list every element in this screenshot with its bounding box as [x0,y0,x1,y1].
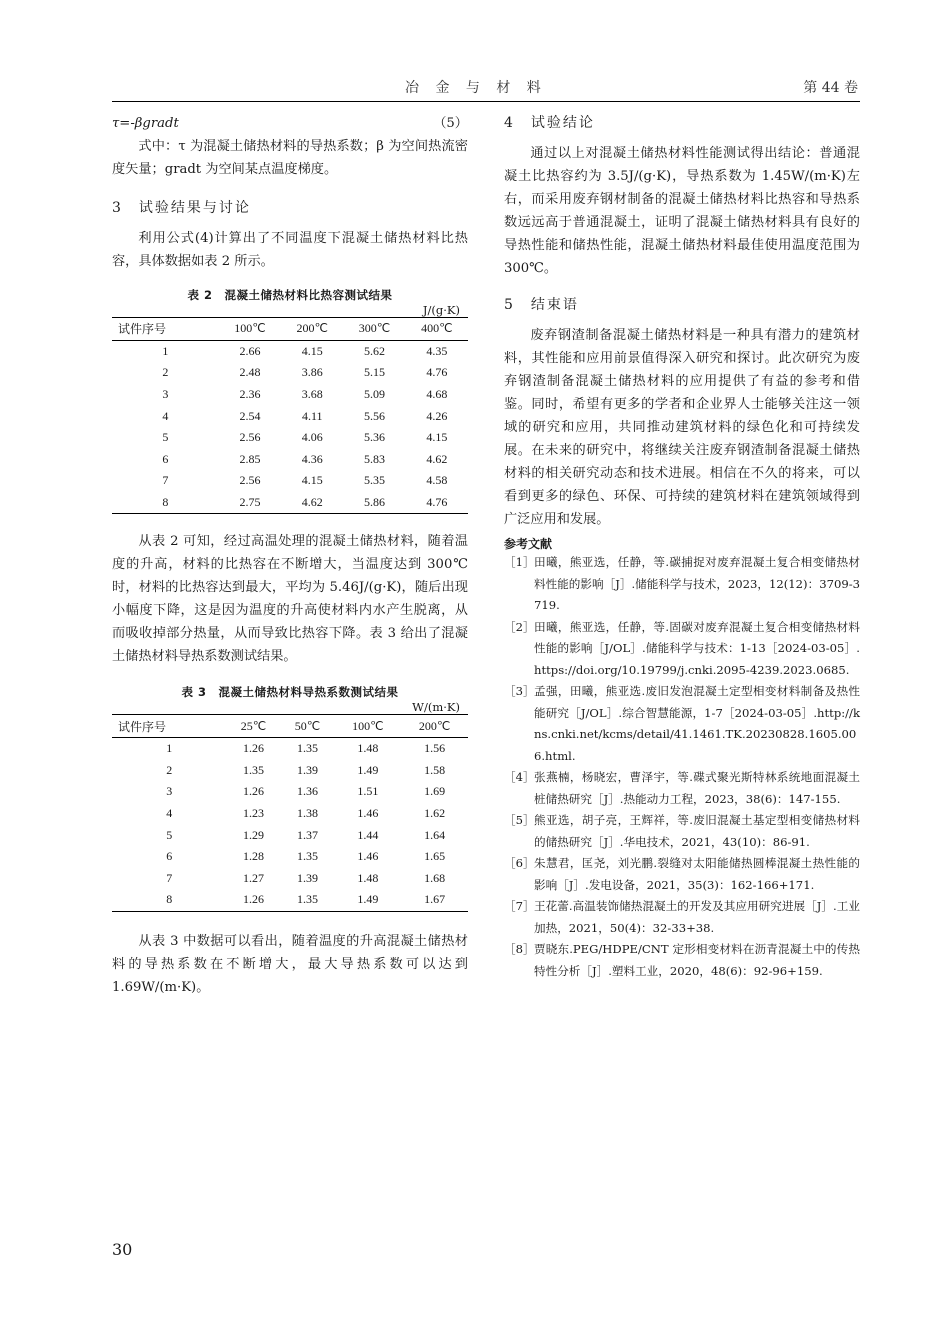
reference-text: 王花蕾.高温装饰储热混凝土的开发及其应用研究进展［J］.工业加热，2021，50(4)：32-33+38. [534,899,860,935]
table-2-cell: 2 [162,365,169,380]
right-column [504,112,860,982]
volume-label: 第 44 卷 [803,80,858,96]
reference-item [504,617,860,682]
table-3 [112,714,468,911]
table-2-cell: 4.62 [426,451,448,466]
table-3-header-cell: 25℃ [240,718,267,733]
table-3-cell: 2 [166,762,173,777]
table-3-cell: 1.35 [242,762,264,777]
reference-item [504,853,860,896]
reference-item [504,681,860,767]
section-5-paragraph: 废弃钢渣制备混凝土储热材料是一种具有潜力的建筑材料，其性能和应用前景值得深入研究和探讨。此次研究为废弃钢渣制备混凝土储热材料的应用提供了有益的参考和借鉴。同时，希望有更多的学者和企业界人士能够关注这一领域的研究和应用，共同推动建筑材料的绿色化和可持续发展。在未来的研究中，将继续关注废弃钢渣制备混凝土储热材料的相关研究动态和技术进展。相信在不久的将来，可以看到更多的绿色、环保、可持续的建筑材料在建筑领域得到广泛应用和发展。 [504,328,860,527]
table-3-cell: 1.48 [357,741,379,756]
table-3-cell: 1.39 [297,762,318,777]
table-row [112,760,468,782]
table-3-header-cell: 50℃ [294,718,321,733]
table-3-cell: 1.26 [242,784,264,799]
table-row [112,427,468,449]
table-2-cell: 2.54 [239,408,261,423]
table-2-cell: 4.76 [426,365,448,380]
table-2-cell: 5.36 [364,430,386,445]
section-5-title: 5 结束语 [504,297,579,313]
table-2-header-cell: 100℃ [234,321,266,336]
reference-item [504,552,860,617]
table-3-cell: 1.26 [242,892,264,907]
page-number: 30 [112,1240,133,1259]
references-list [504,552,860,982]
formula-5 [112,112,468,135]
table-2-body [112,340,468,514]
table-3-cell: 1.35 [297,892,318,907]
table-3-cell: 3 [166,784,173,799]
table-row [112,362,468,384]
table-3-cell: 1 [166,741,173,756]
table-2-cell: 5.62 [364,343,386,358]
table-3-cell: 1.58 [424,762,446,777]
table-3-cell: 1.48 [357,870,379,885]
table-2-cell: 4.11 [301,408,323,423]
paragraph-after-table-3: 从表 3 中数据可以看出，随着温度的升高混凝土储热材料的导热系数在不断增大，最大导热系数可以达到 1.69W/(m·K)。 [112,933,468,995]
table-3-cell: 1.56 [424,741,446,756]
table-2-title: 表 2 混凝土储热材料比热容测试结果 [187,288,393,302]
table-3-cell: 1.28 [242,849,264,864]
table-3-cell: 1.64 [424,827,446,842]
table-3-cell: 1.44 [357,827,379,842]
table-3-cell: 8 [166,892,173,907]
table-3-cell: 1.26 [242,741,264,756]
paragraph-after-table-2: 从表 2 可知，经过高温处理的混凝土储热材料，随着温度的升高，材料的比热容在不断增大，当温度达到 300℃时，材料的比热容达到最大，平均为 5.46J/(g·K)，随后出现小幅度下降，这是因为温度的升高使材料内水产生脱离，从而吸收掉部分热量，从而导致比热容下降。表 3 给出了混凝土储热材料导热系数测试结果。 [112,534,468,665]
table-2-cell: 5.15 [364,365,386,380]
table-2-cell: 3.86 [301,365,323,380]
table-3-unit: W/(m·K) [412,700,460,715]
reference-number: ［4］ [504,770,535,784]
table-2-cell: 5.09 [364,387,386,402]
table-3-header-cell: 100℃ [352,718,384,733]
table-3-body [112,737,468,911]
table-3-cell: 1.62 [424,806,446,821]
table-3-header [112,715,468,738]
table-2-cell: 5.56 [364,408,386,423]
table-2-cell: 8 [162,495,169,510]
table-2-cell: 5 [162,430,169,445]
table-3-title: 表 3 混凝土储热材料导热系数测试结果 [181,685,399,700]
table-2-cell: 5.86 [364,495,386,510]
table-2-header-cell: 200℃ [296,321,328,336]
table-2-cell: 4.15 [301,343,323,358]
table-2-cell: 2.48 [239,365,261,380]
table-3-cell: 1.49 [357,762,379,777]
table-row [112,803,468,825]
reference-number: ［2］ [504,619,535,634]
formula-number: （5） [433,116,468,131]
reference-item [504,767,860,810]
table-3-cell: 1.49 [357,892,379,907]
table-2-cell: 1 [162,343,169,358]
reference-text: 田曦，熊亚选，任静，等.固碳对废弃混凝土复合相变储热材料性能的影响［J/OL］.储能科学与技术：1-13［2024-03-05］.https://doi.org/10.19799/j.cnki.2095-4239.2023.0685. [534,619,860,677]
table-3-cell: 7 [166,870,173,885]
reference-text: 田曦，熊亚选，任静，等.碳捕捉对废弃混凝土复合相变储热材料性能的影响［J］.储能科学与技术，2023，12(12)：3709-3719. [534,555,860,612]
table-2-unit: J/(g·K) [422,303,460,317]
reference-number: ［5］ [504,813,535,827]
section-4-paragraph: 通过以上对混凝土储热材料性能测试得出结论：普通混凝土比热容约为 3.5J/(g·K)，导热系数为 1.45W/(m·K)左右，而采用废弃钢材制备的混凝土储热材料比热容和导热系数远远高于普通混凝土，证明了混凝土储热材料具有良好的导热性能和储热性能，混凝土储热材料最佳使用温度范围为 300℃。 [504,146,860,276]
table-3-cell: 1.29 [242,827,264,842]
table-3-cell: 5 [166,827,173,842]
reference-text: 熊亚选，胡子亮，王辉祥，等.废旧混凝土基定型相变储热材料的储热研究［J］.华电技术，2021，43(10)：86-91. [534,813,860,849]
table-2-cell: 4 [162,408,169,423]
formula-description: 式中：τ 为混凝土储热材料的导热系数；β 为空间热流密度矢量；gradt 为空间某点温度梯度。 [112,139,468,177]
reference-text: 孟强，田曦，熊亚选.废旧发泡混凝土定型相变材料制备及热性能研究［J/OL］.综合智慧能源，1-7［2024-03-05］.http://kns.cnki.net/kcms/detail/41.1461.TK.20230828.1605.006.html. [534,684,860,763]
table-2-cell: 4.76 [426,495,448,510]
table-3-cell: 1.36 [297,784,318,799]
table-2-cell: 2.75 [239,495,261,510]
table-3-cell: 1.46 [357,806,379,821]
table-3-cell: 1.46 [357,849,379,864]
table-3-header-cell: 200℃ [418,718,451,733]
table-3-cell: 1.35 [297,849,318,864]
reference-text: 贾晓东.PEG/HDPE/CNT 定形相变材料在沥青混凝土中的传热特性分析［J］.塑料工业，2020，48(6)：92-96+159. [534,942,860,978]
table-2-cell: 4.35 [426,343,448,358]
left-column [112,112,468,999]
table-2-cell: 2.56 [239,430,261,445]
table-3-cell: 1.23 [242,806,264,821]
table-2-cell: 2.85 [239,451,261,466]
table-row [112,492,468,514]
table-3-cell: 1.27 [242,870,264,885]
table-2-cell: 7 [162,473,169,488]
table-2-cell: 4.26 [426,408,448,423]
reference-number: ［7］ [504,899,535,913]
table-2-header [112,318,468,341]
table-2-cell: 6 [162,451,169,466]
table-3-cell: 1.38 [297,806,318,821]
table-2-cell: 4.36 [301,451,323,466]
table-2-cell: 5.83 [364,451,386,466]
table-2-cell: 2.56 [239,473,261,488]
formula-text: τ=-βgradt [112,116,179,131]
table-2-cell: 4.68 [426,387,448,402]
section-4-title: 4 试验结论 [504,115,595,131]
table-2-cell: 4.62 [301,495,323,510]
journal-title: 冶 金 与 材 料 [405,80,547,96]
table-3-cell: 1.35 [297,741,318,756]
table-row [112,470,468,492]
table-3-cell: 1.37 [297,827,318,842]
table-row [112,824,468,846]
table-2-cell: 3 [162,387,169,402]
table-2-cell: 2.36 [239,387,261,402]
table-row [112,384,468,406]
table-3-header-cell: 试件序号 [118,719,167,734]
table-2-cell: 4.58 [426,473,448,488]
table-3-cell: 1.67 [424,892,446,907]
table-2-cell: 4.15 [301,473,323,488]
section-3-paragraph: 利用公式(4)计算出了不同温度下混凝土储热材料比热容，具体数据如表 2 所示。 [112,231,468,269]
reference-text: 朱慧君，匡尧，刘光鹏.裂缝对太阳能储热圆棒混凝土热性能的影响［J］.发电设备，2021，35(3)：162-166+171. [534,856,860,892]
references-title: 参考文献 [504,537,553,551]
reference-item [504,810,860,853]
table-2-header-cell: 400℃ [421,321,453,336]
table-3-cell: 1.65 [424,849,446,864]
reference-number: ［3］ [504,684,535,698]
reference-text: 张燕楠，杨晓宏，曹泽宇，等.碟式聚光斯特林系统地面混凝土桩储热研究［J］.热能动力工程，2023，38(6)：147-155. [534,770,860,806]
table-2-cell: 4.06 [301,430,323,445]
reference-item [504,939,860,982]
reference-number: ［8］ [504,942,535,956]
table-row [112,781,468,803]
table-3-cell: 1.39 [297,870,318,885]
table-3-cell: 1.68 [424,870,446,885]
table-2-cell: 2.66 [239,343,261,358]
reference-number: ［6］ [504,856,535,870]
table-row [112,449,468,471]
table-2-header-cell: 300℃ [358,321,391,336]
table-3-cell: 1.51 [357,784,379,799]
table-row [112,868,468,890]
table-2-cell: 5.35 [364,473,386,488]
table-2-header-cell: 试件序号 [118,322,167,337]
table-row [112,405,468,427]
table-2-cell: 4.15 [426,430,448,445]
table-row [112,737,468,759]
reference-number: ［1］ [504,555,535,569]
table-3-cell: 4 [166,806,173,821]
table-row [112,846,468,868]
table-3-cell: 1.69 [424,784,446,799]
table-row [112,340,468,362]
table-row [112,889,468,911]
section-3-title: 3 试验结果与讨论 [112,200,251,216]
table-2 [112,317,468,514]
reference-item [504,896,860,939]
table-3-cell: 6 [166,849,173,864]
header-rule [112,101,860,102]
table-2-cell: 3.68 [301,387,323,402]
